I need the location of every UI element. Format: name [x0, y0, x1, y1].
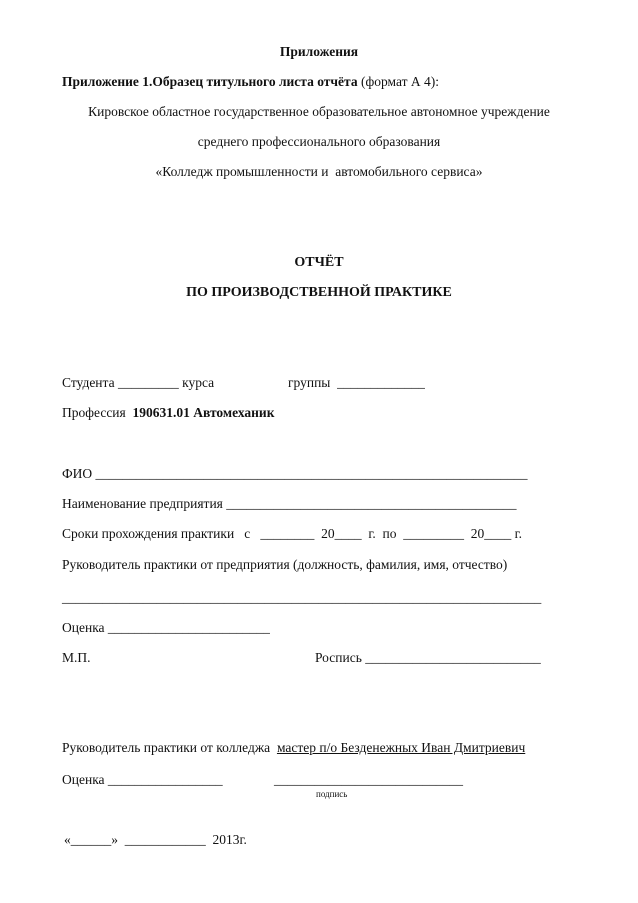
dates-field: Сроки прохождения практики с ________ 20____ г. по _________ 20____ г. — [62, 526, 523, 541]
grade-field-enterprise: Оценка ________________________ — [62, 620, 270, 635]
signature-caption: подпись — [316, 789, 348, 799]
profession-label: Профессия — [62, 405, 133, 420]
profession-value: 190631.01 Автомеханик — [132, 405, 275, 420]
institution-line-2: среднего профессионального образования — [197, 134, 441, 149]
report-subtitle: ПО ПРОИЗВОДСТВЕННОЙ ПРАКТИКЕ — [186, 285, 452, 300]
fio-field: ФИО ________________________________________________________________ — [62, 466, 528, 481]
report-date: «______» ____________ 2013г. — [64, 832, 247, 847]
appendix-label-format: (формат А 4): — [357, 74, 439, 89]
grade-field-college: Оценка _________________ — [62, 772, 223, 787]
signature-field-enterprise: Роспись __________________________ — [315, 650, 541, 665]
student-course: Студента _________ курса — [62, 375, 215, 390]
signature-line-college: ____________________________ — [274, 772, 463, 787]
stamp-label: М.П. — [62, 650, 91, 665]
institution-line-1: Кировское областное государственное образовательное автономное учреждение — [88, 104, 550, 119]
institution-line-3: «Колледж промышленности и автомобильного сервиса» — [155, 164, 483, 179]
profession-line — [62, 405, 274, 421]
college-supervisor-name: мастер п/о Безденежных Иван Дмитриевич — [276, 740, 526, 755]
appendix-label-bold: Приложение 1.Образец титульного листа отчёта — [62, 74, 358, 89]
student-group: группы _____________ — [288, 375, 425, 390]
enterprise-supervisor-field: Руководитель практики от предприятия (должность, фамилия, имя, отчество) — [62, 557, 508, 572]
enterprise-field: Наименование предприятия ___________________________________________ — [62, 496, 517, 511]
appendix-label — [62, 74, 439, 90]
appendix-heading: Приложения — [279, 44, 359, 59]
supervisor-blank-line: _______________________________________________________________________ — [62, 590, 542, 605]
college-supervisor-label: Руководитель практики от колледжа — [62, 740, 277, 755]
college-supervisor-line — [62, 740, 525, 756]
report-title: ОТЧЁТ — [294, 255, 344, 270]
